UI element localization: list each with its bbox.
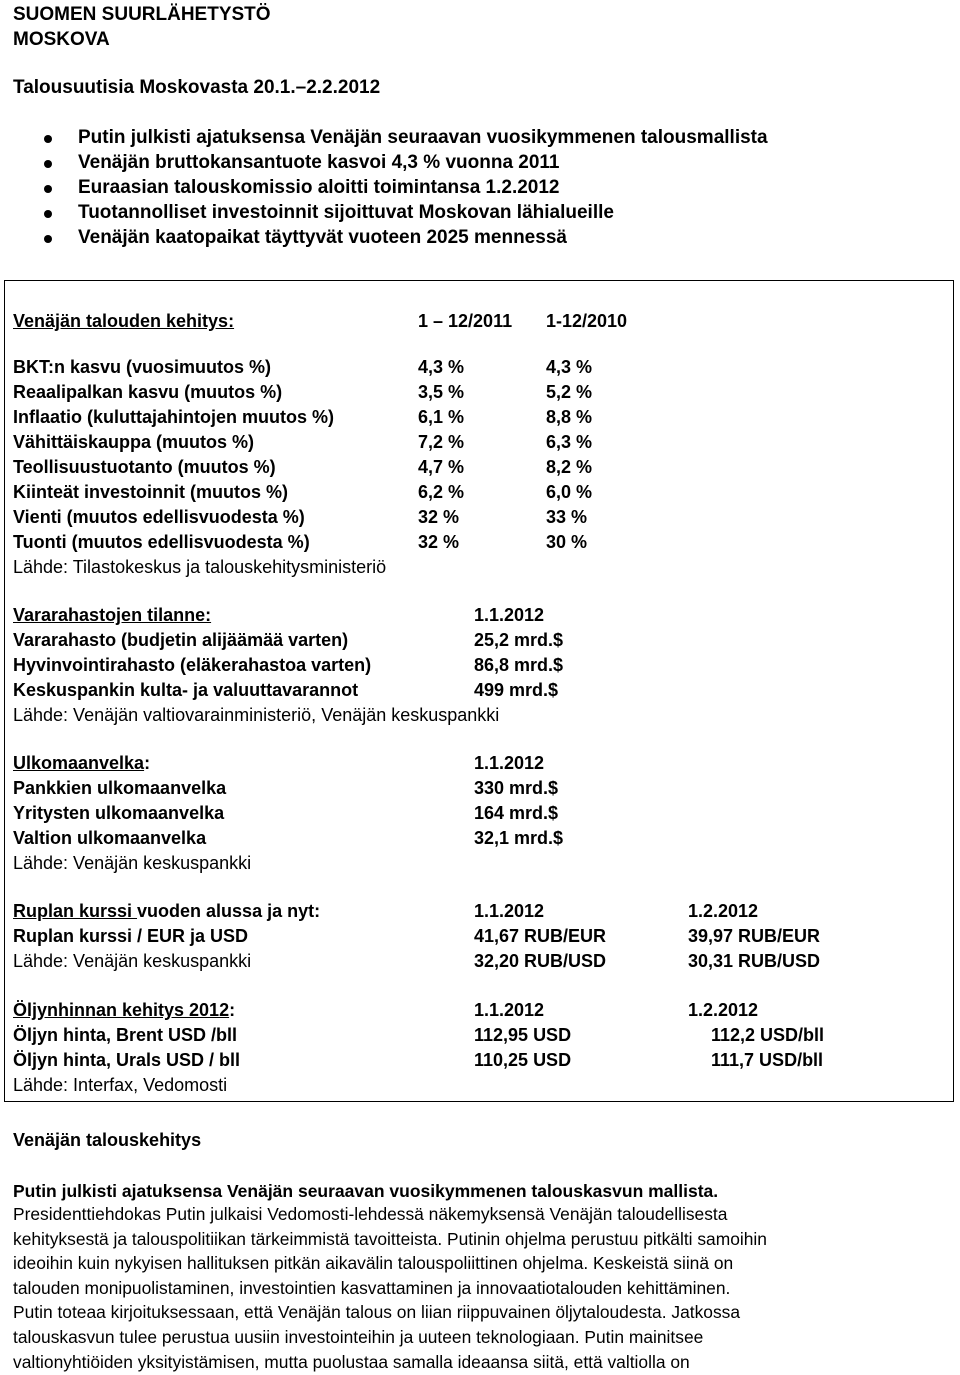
paragraph-line: valtionyhtiöiden yksityistämisen, mutta puolustaa samalla ideaansa siitä, että valtiolla on (13, 1351, 690, 1372)
table-row: Valtion ulkomaanvelka 32,1 mrd.$ (13, 828, 564, 848)
debt-source: Lähde: Venäjän keskuspankki (13, 853, 252, 873)
table-row: Inflaatio (kuluttajahintojen muutos %) 6,1 % 8,8 % (13, 407, 593, 427)
ruble-header-row: Ruplan kurssi vuoden alussa ja nyt: 1.1.2012 1.2.2012 (13, 901, 759, 921)
table-row: Yritysten ulkomaanvelka 164 mrd.$ (13, 803, 559, 823)
table-row: Reaalipalkan kasvu (muutos %) 3,5 % 5,2 % (13, 382, 593, 402)
economy-col-2010: 1-12/2010 (546, 311, 628, 331)
bullet-dot-icon (44, 135, 52, 143)
table-row: Kiinteät investoinnit (muutos %) 6,2 % 6,0 % (13, 482, 593, 502)
reserves-source: Lähde: Venäjän valtiovarainministeriö, Venäjän keskuspankki (13, 705, 500, 725)
reserves-heading: Vararahastojen tilanne: (13, 605, 212, 625)
table-row: Ruplan kurssi / EUR ja USD 41,67 RUB/EUR 39,97 RUB/EUR (13, 926, 821, 946)
bullet-dot-icon (44, 210, 52, 218)
paragraph-line: talouskasvun tulee perustua uusiin investointeihin ja uuteen teknologiaan. Putin mainitsee (13, 1326, 704, 1347)
table-row: Lähde: Venäjän keskuspankki 32,20 RUB/USD 30,31 RUB/USD (13, 951, 821, 971)
table-row: Keskuspankin kulta- ja valuuttavarannot 499 mrd.$ (13, 680, 559, 700)
table-row: Vararahasto (budjetin alijäämää varten) 25,2 mrd.$ (13, 630, 564, 650)
oil-header-row: Öljynhinnan kehitys 2012: 1.1.2012 1.2.2012 (13, 1000, 759, 1020)
table-row: Hyvinvointirahasto (eläkerahastoa varten) 86,8 mrd.$ (13, 655, 564, 675)
bullet-dot-icon (44, 160, 52, 168)
paragraph-line: Presidenttiehdokas Putin julkaisi Vedomosti-lehdessä näkemyksensä Venäjän taloudellisesta (13, 1204, 728, 1224)
economy-source: Lähde: Tilastokeskus ja talouskehitysministeriö (13, 557, 387, 577)
table-row: Vienti (muutos edellisvuodesta %) 32 % 33 % (13, 507, 588, 527)
oil-heading: Öljynhinnan kehitys 2012: (13, 1000, 236, 1020)
table-row: Öljyn hinta, Brent USD /bll 112,95 USD 112,2 USD/bll (13, 1025, 825, 1045)
economy-col-2011: 1 – 12/2011 (418, 311, 513, 331)
table-row: Vähittäiskauppa (muutos %) 7,2 % 6,3 % (13, 432, 593, 452)
bullet-dot-icon (44, 185, 52, 193)
embassy-city: MOSKOVA (13, 29, 110, 50)
document-subtitle: Talousuutisia Moskovasta 20.1.–2.2.2012 (13, 77, 381, 98)
paragraph-line: Putin toteaa kirjoituksessaan, että Venäjän talous on liian riippuvainen öljytaloudesta. Jatkossa (13, 1302, 741, 1323)
article-headline: Putin julkisti ajatuksensa Venäjän seuraavan vuosikymmenen talouskasvun mallista. (13, 1181, 719, 1201)
ruble-source: Lähde: Venäjän keskuspankki (13, 951, 252, 971)
table-row: Pankkien ulkomaanvelka 330 mrd.$ (13, 778, 559, 798)
paragraph-line: talouden monipuolistaminen, investointien kasvattaminen ja innovaatiotalouden kehittäminen. (13, 1277, 731, 1298)
paragraph-line: kehityksestä ja talouspolitiikan tärkeimmistä tavoitteista. Putinin ohjelma perustuu pitkälti samoihin (13, 1228, 767, 1249)
economy-heading: Venäjän talouden kehitys: (13, 311, 235, 331)
debt-header-row: Ulkomaanvelka: 1.1.2012 (13, 753, 545, 773)
table-row: Öljyn hinta, Urals USD / bll 110,25 USD 111,7 USD/bll (13, 1050, 824, 1070)
section-title: Venäjän talouskehitys (13, 1130, 202, 1150)
debt-heading: Ulkomaanvelka: (13, 753, 151, 773)
bullet-dot-icon (44, 235, 52, 243)
paragraph-line: ideoihin kuin nykyisen hallituksen pitkän aikavälin talouspoliittinen ohjelma. Keskeistä siinä on (13, 1253, 734, 1274)
embassy-name: SUOMEN SUURLÄHETYSTÖ (13, 4, 271, 25)
oil-source: Lähde: Interfax, Vedomosti (13, 1075, 228, 1095)
table-row: BKT:n kasvu (vuosimuutos %) 4,3 % 4,3 % (13, 357, 593, 377)
ruble-heading: Ruplan kurssi vuoden alussa ja nyt: (13, 901, 321, 921)
table-row: Tuonti (muutos edellisvuodesta %) 32 % 30 % (13, 532, 588, 552)
article-paragraph (13, 1202, 948, 1374)
economy-header-row (0, 310, 960, 334)
table-row: Teollisuustuotanto (muutos %) 4,7 % 8,2 % (13, 457, 593, 477)
reserves-header-row: Vararahastojen tilanne: 1.1.2012 (13, 605, 545, 625)
